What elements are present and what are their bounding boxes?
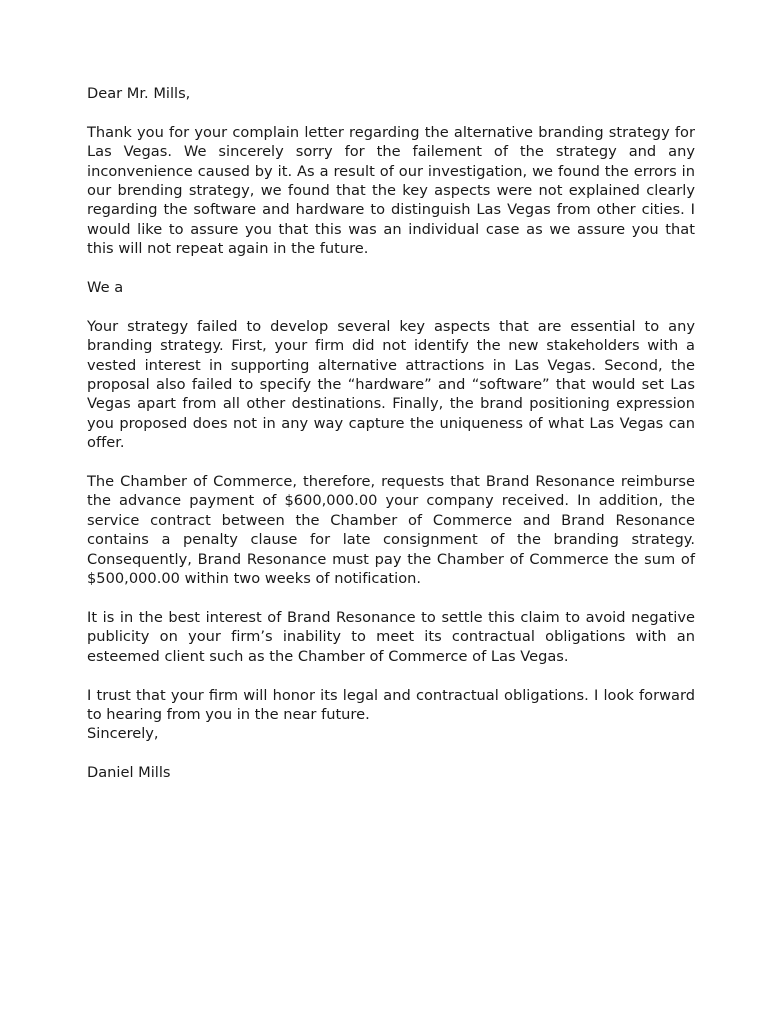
signature-name: Daniel Mills: [87, 764, 171, 782]
paragraph-failures: Your strategy failed to develop several key aspects that are essential to any branding strategy. First, your firm did not identify the new stakeholders with a vested interest in supporting alternative attractions in Las Vegas. Second, the proposal also failed to specify the “hardware” and “software” that would set Las Vegas apart from all other destinations. Finally, the brand positioning expression you proposed does not in any way capture the uniqueness of what Las Vegas can offer.: [87, 317, 695, 452]
paragraph-best-interest: It is in the best interest of Brand Resonance to settle this claim to avoid negative publicity on your firm’s inability to meet its contractual obligations with an esteemed client such as the Chamber of Commerce of Las Vegas.: [87, 608, 695, 665]
paragraph-acknowledgement: Thank you for your complain letter regarding the alternative branding strategy for Las Vegas. We sincerely sorry for the failement of the strategy and any inconvenience caused by it. As a result of our investigation, we found the errors in our brending strategy, we found that the key aspects were not explained clearly regarding the software and hardware to distinguish Las Vegas from other cities. I would like to assure you that this was an individual case as we assure you that this will not repeat again in the future.: [87, 123, 695, 258]
paragraph-fragment: We a: [87, 279, 124, 297]
letter-body: [87, 84, 695, 783]
valediction: Sincerely,: [87, 725, 159, 743]
salutation: Dear Mr. Mills,: [87, 85, 191, 102]
closing-body: I trust that your firm will honor its legal and contractual obligations. I look forward to hearing from you in the near future.: [87, 686, 695, 723]
closing-block: [87, 686, 695, 744]
paragraph-demand: The Chamber of Commerce, therefore, requests that Brand Resonance reimburse the advance payment of $600,000.00 your company received. In addition, the service contract between the Chamber of Commerce and Brand Resonance contains a penalty clause for late consignment of the branding strategy. Consequently, Brand Resonance must pay the Chamber of Commerce the sum of $500,000.00 within two weeks of notification.: [87, 473, 695, 588]
